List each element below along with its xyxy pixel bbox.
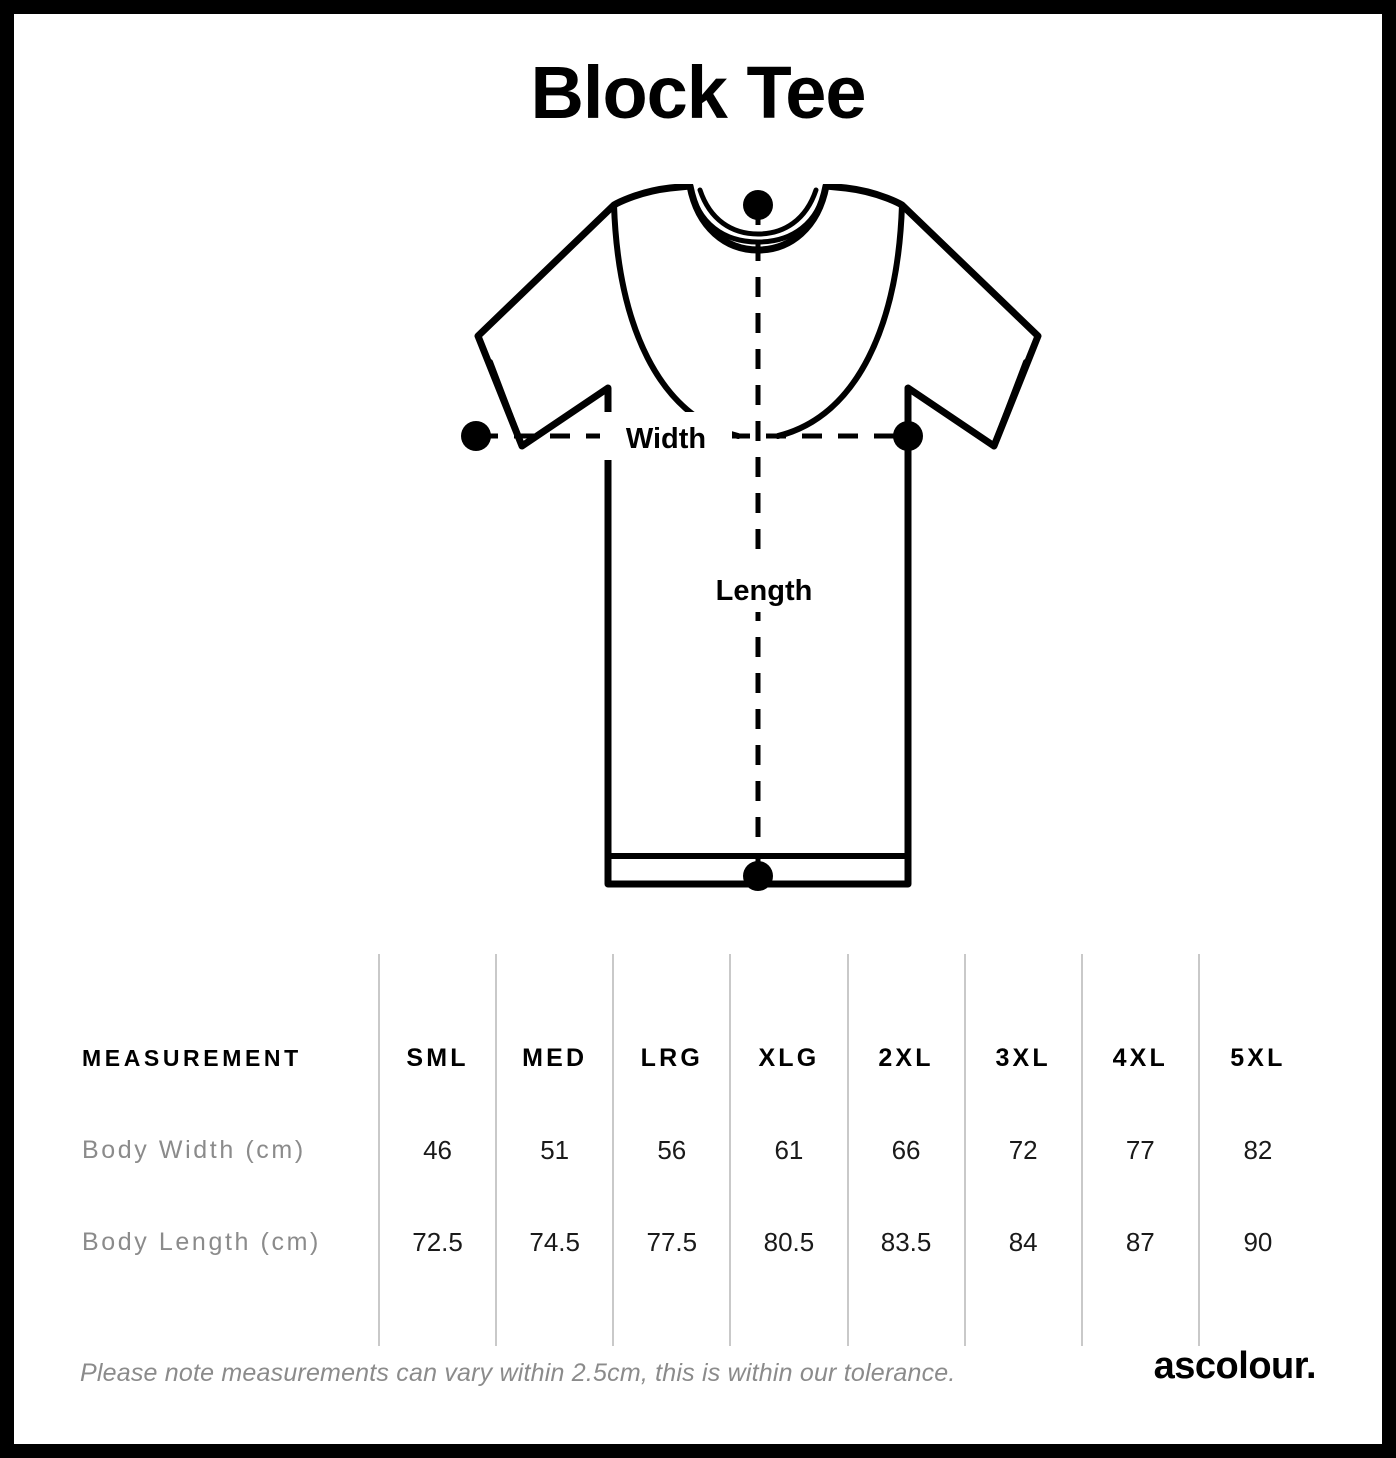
header-measurement: MEASUREMENT bbox=[82, 1044, 302, 1071]
width-left-dot bbox=[461, 421, 491, 451]
cell-body-width-med: 51 bbox=[496, 1104, 613, 1196]
cell-body-width-3xl: 72 bbox=[965, 1104, 1082, 1196]
page-title: Block Tee bbox=[530, 51, 866, 134]
cell-body-length-med: 74.5 bbox=[496, 1196, 613, 1288]
width-right-dot bbox=[893, 421, 923, 451]
cell-body-length-2xl: 83.5 bbox=[848, 1196, 965, 1288]
spacer-cell bbox=[848, 1288, 965, 1346]
garment-diagram bbox=[14, 184, 1382, 944]
header-size-med: MED bbox=[496, 1012, 613, 1104]
spacer-cell bbox=[965, 1288, 1082, 1346]
spacer-cell bbox=[965, 954, 1082, 1012]
spacer-cell bbox=[496, 1288, 613, 1346]
cell-body-width-lrg: 56 bbox=[613, 1104, 730, 1196]
cell-body-width-sml: 46 bbox=[379, 1104, 496, 1196]
cell-body-width-5xl: 82 bbox=[1199, 1104, 1316, 1196]
cell-body-width-2xl: 66 bbox=[848, 1104, 965, 1196]
spacer-cell bbox=[379, 954, 496, 1012]
table-row bbox=[80, 1196, 1316, 1288]
length-label: Length bbox=[715, 575, 813, 607]
tshirt-illustration bbox=[318, 184, 1078, 924]
spacer-cell bbox=[730, 954, 847, 1012]
spacer-cell bbox=[1199, 954, 1316, 1012]
row-label-body-width: Body Width (cm) bbox=[82, 1135, 306, 1164]
header-size-xlg: XLG bbox=[730, 1012, 847, 1104]
cell-body-length-xlg: 80.5 bbox=[730, 1196, 847, 1288]
cell-body-width-xlg: 61 bbox=[730, 1104, 847, 1196]
cell-body-width-4xl: 77 bbox=[1082, 1104, 1199, 1196]
left-cuff bbox=[490, 362, 522, 446]
page-inner bbox=[14, 14, 1382, 1444]
header-size-2xl: 2XL bbox=[848, 1012, 965, 1104]
width-label: Width bbox=[625, 423, 707, 455]
table-spacer-row bbox=[80, 954, 1316, 1012]
size-table-wrapper bbox=[14, 954, 1382, 1346]
cell-body-length-4xl: 87 bbox=[1082, 1196, 1199, 1288]
size-table bbox=[80, 954, 1316, 1346]
spacer-cell bbox=[613, 954, 730, 1012]
cell-body-length-lrg: 77.5 bbox=[613, 1196, 730, 1288]
cell-body-length-5xl: 90 bbox=[1199, 1196, 1316, 1288]
cell-body-length-3xl: 84 bbox=[965, 1196, 1082, 1288]
tolerance-note: Please note measurements can vary within 2.5cm, this is within our tolerance. bbox=[80, 1359, 956, 1387]
header-size-5xl: 5XL bbox=[1199, 1012, 1316, 1104]
spacer-cell bbox=[496, 954, 613, 1012]
spacer-cell bbox=[1082, 1288, 1199, 1346]
spacer-cell bbox=[613, 1288, 730, 1346]
length-top-dot bbox=[743, 190, 773, 220]
header-size-sml: SML bbox=[379, 1012, 496, 1104]
header-size-4xl: 4XL bbox=[1082, 1012, 1199, 1104]
table-spacer-row bbox=[80, 1288, 1316, 1346]
table-row bbox=[80, 1104, 1316, 1196]
spacer-cell bbox=[730, 1288, 847, 1346]
brand-logo: ascolour. bbox=[1153, 1345, 1316, 1387]
spacer-cell bbox=[1082, 954, 1199, 1012]
spacer-cell bbox=[80, 1288, 379, 1346]
spacer-cell bbox=[80, 954, 379, 1012]
table-header-row bbox=[80, 1012, 1316, 1104]
length-bottom-dot bbox=[743, 861, 773, 891]
footer bbox=[14, 1345, 1382, 1388]
spacer-cell bbox=[848, 954, 965, 1012]
row-label-body-length: Body Length (cm) bbox=[82, 1227, 321, 1256]
spacer-cell bbox=[379, 1288, 496, 1346]
right-cuff bbox=[994, 362, 1026, 446]
header-size-3xl: 3XL bbox=[965, 1012, 1082, 1104]
spacer-cell bbox=[1199, 1288, 1316, 1346]
cell-body-length-sml: 72.5 bbox=[379, 1196, 496, 1288]
header-size-lrg: LRG bbox=[613, 1012, 730, 1104]
